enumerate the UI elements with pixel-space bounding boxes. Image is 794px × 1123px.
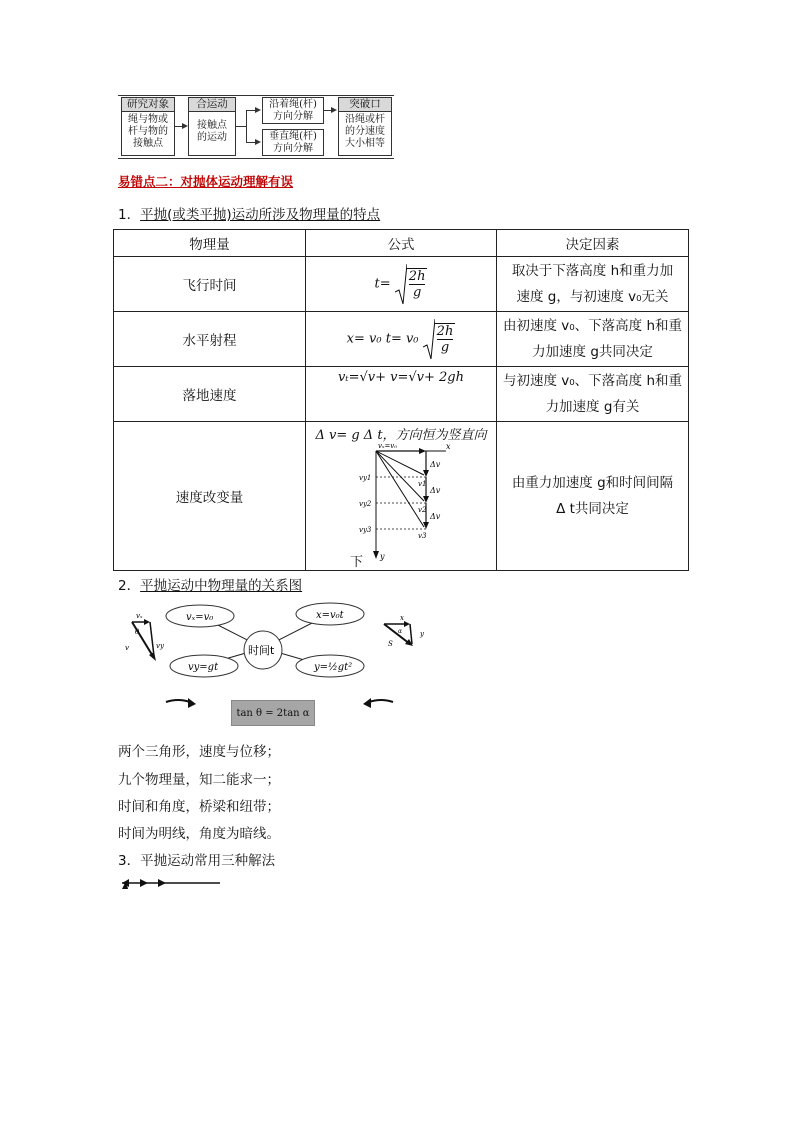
right-label-x: x	[400, 614, 404, 622]
left-label-theta: θ	[135, 628, 140, 636]
flow-box-perpendicular-line: 方向分解	[273, 143, 313, 154]
table-header: 物理量	[114, 230, 306, 257]
factor-cell	[497, 257, 689, 312]
flow-box-breakthrough	[338, 97, 392, 156]
flow-box-perpendicular	[262, 129, 324, 156]
flow-box-object	[121, 97, 175, 156]
table-row	[114, 312, 689, 367]
quantity-name: 速度改变量	[114, 422, 306, 571]
label-v1: v1	[418, 480, 427, 488]
flow-box-object-line: 杆与物的	[128, 126, 168, 137]
factor-line: 取决于下落高度 h和重力加	[511, 263, 674, 279]
label-vy1: vy1	[359, 474, 372, 482]
flow-box-motion-line: 接触点	[197, 120, 227, 131]
section-3-text: 平抛运动常用三种解法	[140, 853, 276, 869]
formula-text: Δ v= g Δ t，方向恒为竖直向	[315, 428, 487, 443]
error-heading: 易错点二：对抛体运动理解有误	[118, 174, 294, 189]
table-row	[114, 257, 689, 312]
section-2-number: 2．	[118, 578, 141, 594]
tan-relation-box	[231, 700, 315, 726]
factor-line: 由初速度 v₀、下落高度 h和重	[502, 318, 683, 334]
factor-line: 力加速度 g共同决定	[532, 344, 653, 360]
label-x-axis: x	[446, 443, 451, 451]
formula-cell	[306, 422, 497, 571]
section-3-title	[118, 849, 275, 869]
fraction-numerator: 2h	[408, 269, 426, 284]
mnemonic-line: 九个物理量，知二能求一；	[118, 772, 280, 788]
displacement-triangle	[380, 612, 440, 652]
formula-text: vₜ=√v+ v=√v+ 2gh	[338, 370, 464, 385]
mnemonic-line: 时间为明线，角度为暗线。	[118, 826, 280, 842]
quantities-table	[113, 229, 689, 571]
factor-cell	[497, 367, 689, 422]
flow-box-along-line: 沿着绳(杆)	[269, 99, 317, 110]
mnemonic-line: 两个三角形，速度与位移；	[118, 744, 280, 760]
flow-box-breakthrough-line: 沿绳或杆	[345, 114, 385, 125]
node-x: x=v₀t	[316, 610, 344, 621]
factor-line: 力加速度 g有关	[545, 399, 640, 415]
label-dv3: Δv	[430, 512, 441, 521]
flow-box-object-line: 绳与物或	[128, 114, 168, 125]
left-label-vx: vₓ	[136, 612, 143, 620]
fraction-denominator: g	[440, 340, 450, 355]
label-v2: v2	[418, 506, 427, 514]
label-vx: vₓ=v₀	[378, 443, 398, 450]
table-header: 决定因素	[497, 230, 689, 257]
label-vy3: vy3	[359, 526, 372, 534]
quantity-name: 水平射程	[114, 312, 306, 367]
section-1-text: 平抛(或类平抛)运动所涉及物理量的特点	[140, 207, 381, 223]
factor-cell	[497, 422, 689, 571]
table-row	[114, 422, 689, 571]
section-2-title	[118, 574, 302, 594]
mnemonic-line: 时间和角度，桥梁和纽带；	[118, 799, 280, 815]
node-time: 时间t	[248, 644, 275, 657]
flow-box-object-line: 接触点	[133, 138, 163, 149]
label-dv1: Δv	[430, 460, 441, 469]
fraction-numerator: 2h	[436, 324, 454, 339]
label-dv2: Δv	[430, 486, 441, 495]
three-methods-arrow-icon	[118, 875, 228, 891]
right-label-s: S	[388, 640, 393, 648]
velocity-change-diagram	[306, 443, 488, 563]
table-header: 公式	[306, 230, 497, 257]
left-label-vy: vy	[156, 642, 164, 650]
factor-line: 由重力加速度 g和时间间隔	[511, 475, 674, 491]
flow-bottom-rule	[118, 158, 394, 159]
section-2-text: 平抛运动中物理量的关系图	[140, 578, 303, 594]
factor-line: Δ t共同决定	[556, 501, 629, 517]
section-1-number: 1．	[118, 207, 141, 223]
flow-box-motion-head: 合运动	[189, 98, 235, 112]
formula-cell	[306, 257, 497, 312]
factor-line: 与初速度 v₀、下落高度 h和重	[502, 373, 683, 389]
section-1-title	[118, 203, 380, 223]
table-row	[114, 367, 689, 422]
label-y-axis: y	[380, 552, 385, 561]
left-label-v: v	[125, 644, 129, 652]
flow-box-along	[262, 97, 324, 124]
formula-lhs: x= v₀ t= v₀	[346, 331, 419, 347]
label-v3: v3	[418, 532, 427, 540]
tan-relation-text: tan θ = 2tan α	[236, 708, 310, 719]
node-vx: vₓ=v₀	[186, 612, 214, 623]
label-vy2: vy2	[359, 500, 372, 508]
right-label-alpha: α	[398, 628, 403, 635]
flow-box-breakthrough-line: 的分速度	[345, 126, 385, 137]
flow-box-along-line: 方向分解	[273, 111, 313, 122]
formula-cell	[306, 312, 497, 367]
factor-cell	[497, 312, 689, 367]
node-y: y=½gt²	[314, 662, 353, 673]
fraction-denominator: g	[412, 285, 422, 300]
quantity-name: 落地速度	[114, 367, 306, 422]
factor-line: 速度 g，与初速度 v₀无关	[516, 289, 669, 305]
node-vy: vy=gt	[188, 662, 219, 673]
flow-box-breakthrough-head: 突破口	[339, 98, 391, 112]
right-label-y: y	[420, 630, 424, 638]
flow-box-object-head: 研究对象	[122, 98, 174, 112]
formula-tail: 下	[350, 555, 364, 570]
flow-box-motion-line: 的运动	[197, 132, 227, 143]
flow-box-perpendicular-line: 垂直绳(杆)	[269, 131, 317, 142]
section-3-number: 3．	[118, 853, 141, 869]
quantity-name: 飞行时间	[114, 257, 306, 312]
flow-box-motion	[188, 97, 236, 156]
flow-top-rule	[118, 95, 394, 96]
formula-cell	[306, 367, 497, 422]
formula-lhs: t=	[374, 276, 391, 292]
flow-box-breakthrough-line: 大小相等	[345, 138, 385, 149]
